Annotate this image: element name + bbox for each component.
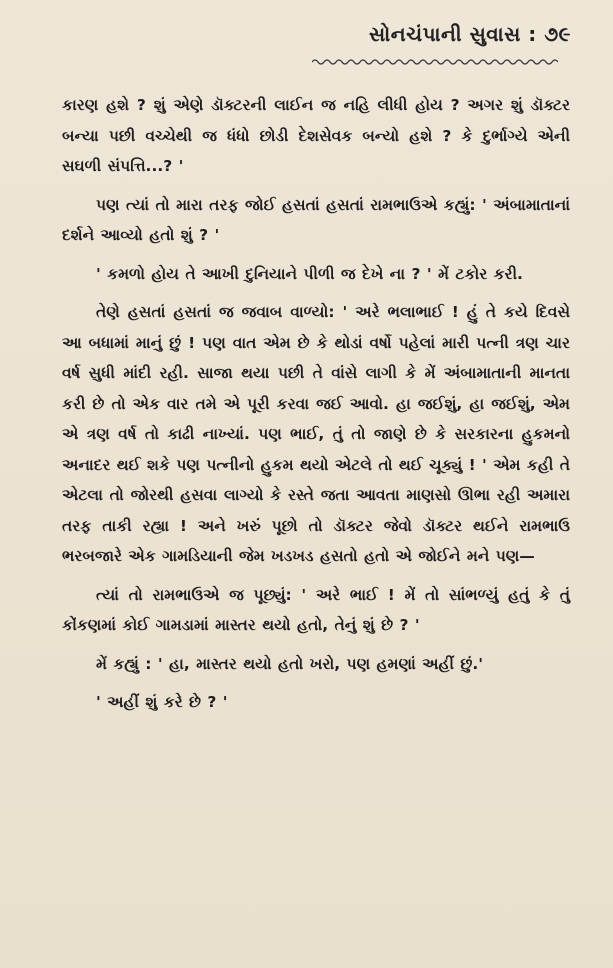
paragraph-3: ' કમળો હોય તે આખી દુનિયાને પીળી જ દેખે ના ? ' મેં ટકોર કરી. — [96, 264, 523, 283]
header-wavy-rule — [312, 58, 558, 66]
paragraph-2: પણ ત્યાં તો મારા તરફ જોઈ હસતાં હસતાં રામભાઉએ કહ્યું: ' અંબામાતાનાં દર્શને આવ્યો હતો શું ? ' — [62, 195, 570, 244]
paragraph-7: ' અહીં શું કરે છે ? ' — [96, 693, 228, 711]
body-text — [62, 90, 570, 726]
running-head: સોનચંપાની સુવાસ : ૭૯ — [369, 22, 571, 46]
paragraph-1: કારણ હશે ? શું એણે ડૉક્ટરની લાઈન જ નહિ લીધી હોય ? અગર શું ડૉક્ટર બન્યા પછી વચ્ચેથી જ ધંધો છોડી દેશસેવક બન્યો હશે ? કે દુર્ભાગ્યે એની સઘળી સંપત્તિ...? ' — [62, 96, 570, 175]
paragraph-4: તેણે હસતાં હસતાં જ જવાબ વાળ્યો: ' અરે ભલાભાઈ ! હું તે કયે દિવસે આ બધામાં માનું છું ! પણ વાત એમ છે કે થોડાં વર્ષો પહેલાં મારી પત્ની ત્રણ ચાર વર્ષ સુધી માંદી રહી. સાજા થયા પછી તે વાંસે લાગી કે મેં અંબામાતાની માનતા કરી છે તો એક વાર તમે એ પૂરી કરવા જઈ આવો. હા જઈશું, હા જઈશું, એમ એ ત્રણ વર્ષ તો કાઢી નાખ્યાં. પણ ભાઈ, તું તો જાણે છે કે સરકારના હુકમનો અનાદર થઈ શકે પણ પત્નીનો હુકમ થયો એટલે તો થઈ ચૂક્યું ! ' એમ કહી તે એટલા તો જોરથી હસવા લાગ્યો કે રસ્તે જતા આવતા માણસો ઊભા રહી અમારા તરફ તાકી રહ્યા ! અને ખરું પૂછો તો ડૉક્ટર જેવો ડૉક્ટર થઈને રામભાઉ ભરબજારે એક ગામડિયાની જેમ ખડખડ હસતો હતો એ જોઈને મને પણ— — [62, 303, 570, 565]
paragraph-6: મેં કહ્યું : ' હા, માસ્તર થયો હતો ખરો, પણ હમણાં અહીં છું.' — [96, 654, 484, 673]
paragraph-5: ત્યાં તો રામભાઉએ જ પૂછ્યું: ' અરે ભાઈ ! મેં તો સાંભળ્યું હતું કે તું કોંકણમાં કોઈ ગામડામાં માસ્તર થયો હતો, તેનું શું છે ? ' — [62, 585, 570, 634]
